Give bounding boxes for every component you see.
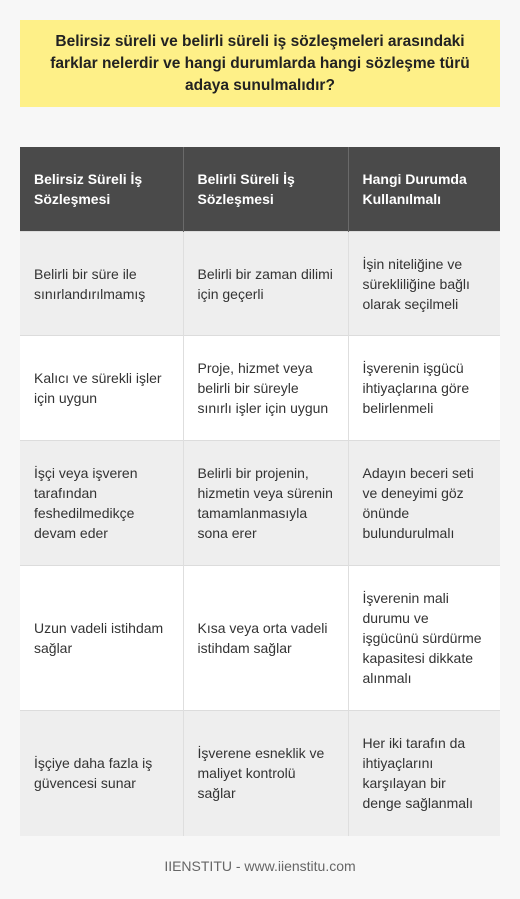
table-cell: İşçi veya işveren tarafından feshedilmedikçe devam eder bbox=[20, 441, 183, 566]
title-banner bbox=[20, 20, 500, 107]
table-row bbox=[20, 336, 500, 441]
table-cell: İşverenin mali durumu ve işgücünü sürdürme kapasitesi dikkate alınmalı bbox=[348, 566, 500, 711]
table-cell: Adayın beceri seti ve deneyimi göz önünde bulundurulmalı bbox=[348, 441, 500, 566]
table-row bbox=[20, 711, 500, 836]
table-cell: İşçiye daha fazla iş güvencesi sunar bbox=[20, 711, 183, 836]
table-cell: Her iki tarafın da ihtiyaçlarını karşılayan bir denge sağlanmalı bbox=[348, 711, 500, 836]
table-cell: Belirli bir süre ile sınırlandırılmamış bbox=[20, 232, 183, 336]
table-header-row bbox=[20, 147, 500, 232]
table-row bbox=[20, 232, 500, 336]
table-cell: İşin niteliğine ve sürekliliğine bağlı olarak seçilmeli bbox=[348, 232, 500, 336]
table-row bbox=[20, 441, 500, 566]
table-cell: Kısa veya orta vadeli istihdam sağlar bbox=[183, 566, 348, 711]
column-header: Belirli Süreli İş Sözleşmesi bbox=[183, 147, 348, 232]
comparison-table bbox=[20, 147, 500, 836]
table-cell: Belirli bir projenin, hizmetin veya sürenin tamamlanmasıyla sona erer bbox=[183, 441, 348, 566]
table-cell: İşverenin işgücü ihtiyaçlarına göre belirlenmeli bbox=[348, 336, 500, 441]
table-cell: Proje, hizmet veya belirli bir süreyle sınırlı işler için uygun bbox=[183, 336, 348, 441]
table-cell: Kalıcı ve sürekli işler için uygun bbox=[20, 336, 183, 441]
table-cell: Belirli bir zaman dilimi için geçerli bbox=[183, 232, 348, 336]
column-header: Belirsiz Süreli İş Sözleşmesi bbox=[20, 147, 183, 232]
column-header: Hangi Durumda Kullanılmalı bbox=[348, 147, 500, 232]
table-cell: İşverene esneklik ve maliyet kontrolü sağlar bbox=[183, 711, 348, 836]
table-row bbox=[20, 566, 500, 711]
page-title: Belirsiz süreli ve belirli süreli iş sözleşmeleri arasındaki farklar nelerdir ve hangi durumlarda hangi sözleşme türü adaya sunulmalıdır? bbox=[50, 32, 470, 94]
table-cell: Uzun vadeli istihdam sağlar bbox=[20, 566, 183, 711]
footer-credit: IIENSTITU - www.iienstitu.com bbox=[164, 858, 356, 874]
